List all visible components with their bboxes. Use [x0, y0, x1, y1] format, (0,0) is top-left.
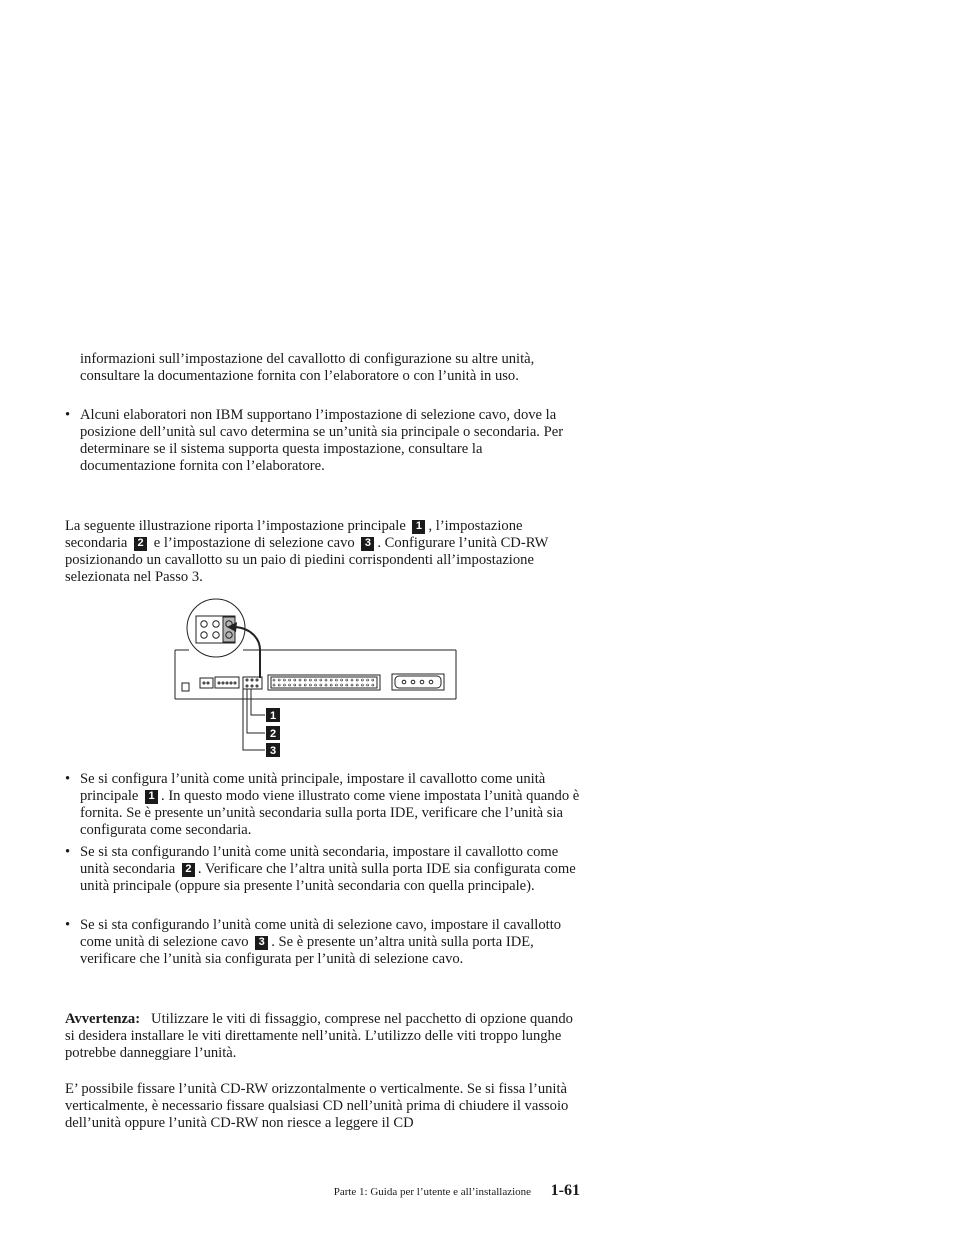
footer-section-title: Parte 1: Guida per l’utente e all’installazione	[333, 1186, 532, 1198]
callout-3-badge: 3	[255, 936, 268, 950]
paragraph-mounting: E’ possibile fissare l’unità CD-RW orizzontalmente o verticalmente. Se si fissa l’unità verticalmente, è necessario fissare qualsiasi CD nell’unità prima di chiudere il vassoio dell’unità oppure l’unità CD-RW non riesce a leggere il CD	[65, 1081, 569, 1131]
callout-1-badge: 1	[145, 790, 158, 804]
bullet-icon: •	[65, 844, 71, 860]
callout-1-badge: 1	[412, 520, 425, 534]
list-item-text: Se si sta configurando l’unità come unità secondaria, impostare il cavallotto come unità secondaria 2 . Verificare che l’altra unità sulla porta IDE sia configurata come unità principale (oppure sia presente l’unità secondaria con quella principale).	[80, 844, 576, 894]
callout-2-badge: 2	[182, 863, 195, 877]
list-item-text: Se si sta configurando l’unità come unità di selezione cavo, impostare il cavallotto come unità di selezione cavo 3 . Se è presente un’altra unità sulla porta IDE, verificare che l’unità sia configurata per l’unità di selezione cavo.	[80, 917, 562, 967]
warning-label: Avvertenza:	[65, 1011, 141, 1027]
list-item-text: Alcuni elaboratori non IBM supportano l’impostazione di selezione cavo, dove la posizione dell’unità sul cavo determina se un’unità sia principale o secondaria. Per determinare se il sistema supporta questa impostazione, consultare la documentazione fornita con l’elaboratore.	[80, 407, 564, 474]
bullet-icon: •	[65, 917, 71, 933]
diagram-callout-2: 2	[269, 728, 277, 740]
bullet-icon: •	[65, 407, 71, 423]
callout-3-badge: 3	[361, 537, 374, 551]
warning-note	[65, 1011, 580, 1062]
diagram-callout-1: 1	[269, 710, 277, 722]
ide-connector-pins	[273, 679, 374, 686]
callout-2-badge: 2	[134, 537, 147, 551]
list-item-text: Se si configura l’unità come unità principale, impostare il cavallotto come unità principale 1 . In questo modo viene illustrato come viene impostata l’unità quando è fornita. Se è presente un’unità secondaria sulla porta IDE, verificare che l’unità sia configurata come secondaria.	[80, 771, 580, 838]
paragraph-jumper-info: informazioni sull’impostazione del cavallotto di configurazione su altre unità, consultare la documentazione fornita con l’elaboratore o con l’unità in uso.	[80, 351, 535, 384]
paragraph-intro: La seguente illustrazione riporta l’impostazione principale 1 , l’impostazione secondaria 2 e l’impostazione di selezione cavo 3 . Configurare l’unità CD-RW posizionando un cavallotto su un paio di piedini corrispondenti all’impostazione selezionata nel Passo 3.	[65, 518, 549, 585]
bullet-icon: •	[65, 771, 71, 787]
diagram-callout-3: 3	[269, 745, 277, 757]
page-number: 1-61	[550, 1182, 580, 1199]
jumper-diagram	[173, 598, 463, 762]
warning-text: Utilizzare le viti di fissaggio, comprese nel pacchetto di opzione quando si desidera installare le viti direttamente nell’unità. L’utilizzo delle viti troppo lunghe potrebbe danneggiare l’unità.	[65, 1011, 573, 1061]
page-footer	[300, 1182, 580, 1201]
